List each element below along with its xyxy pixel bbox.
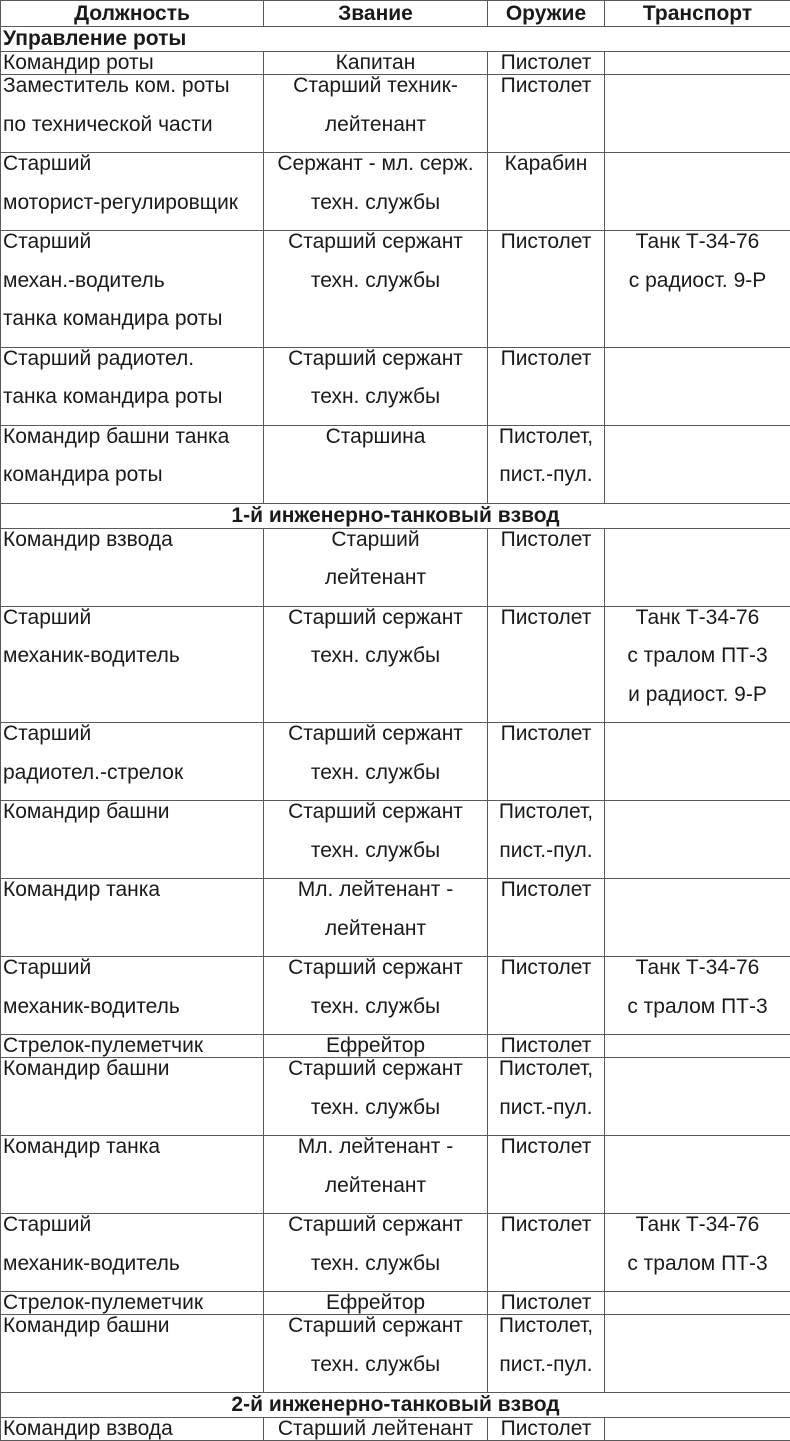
cell-line: Ефрейтор	[266, 1292, 485, 1314]
cell-line: Командир взвода	[3, 529, 261, 568]
cell-rank	[264, 75, 488, 153]
cell-line: пист.-пул.	[490, 1097, 602, 1136]
cell-line: техн. службы	[266, 386, 485, 425]
cell-rank	[264, 801, 488, 879]
section-row	[1, 27, 790, 52]
table-row	[1, 75, 790, 153]
cell-position	[1, 1418, 264, 1441]
cell-rank	[264, 153, 488, 231]
cell-rank	[264, 879, 488, 957]
cell-rank	[264, 723, 488, 801]
cell-weapon	[488, 1292, 605, 1315]
cell-position	[1, 231, 264, 348]
cell-line: Пистолет	[490, 52, 602, 74]
table-row	[1, 606, 790, 723]
cell-weapon	[488, 1418, 605, 1441]
cell-line: Старший	[266, 529, 485, 568]
cell-line: лейтенант	[266, 567, 485, 606]
cell-rank	[264, 1058, 488, 1136]
cell-line: Старший сержант	[266, 957, 485, 996]
cell-line: Командир взвода	[3, 1418, 261, 1440]
cell-line: Старший сержант	[266, 231, 485, 270]
table-row	[1, 347, 790, 425]
column-header-weapon: Оружие	[488, 1, 605, 27]
cell-transport	[605, 1418, 790, 1441]
cell-transport	[605, 1035, 790, 1058]
cell-line: с тралом ПТ-3	[607, 645, 788, 684]
cell-line: техн. службы	[266, 996, 485, 1035]
cell-position	[1, 153, 264, 231]
cell-transport	[605, 52, 790, 75]
table-row	[1, 153, 790, 231]
cell-line: Старший техник-	[266, 75, 485, 114]
cell-position	[1, 1035, 264, 1058]
cell-line: Старший радиотел.	[3, 348, 261, 387]
cell-position	[1, 606, 264, 723]
table-row	[1, 1418, 790, 1441]
cell-line: пист.-пул.	[490, 464, 602, 503]
cell-line: Ефрейтор	[266, 1035, 485, 1057]
column-header-position: Должность	[1, 1, 264, 27]
cell-line: Пистолет	[490, 348, 602, 387]
cell-weapon	[488, 1136, 605, 1214]
cell-transport	[605, 153, 790, 231]
cell-line: Стрелок-пулеметчик	[3, 1035, 261, 1057]
cell-line: и радиост. 9-Р	[607, 684, 788, 723]
cell-transport	[605, 1315, 790, 1393]
cell-line: техн. службы	[266, 1097, 485, 1136]
table-row	[1, 231, 790, 348]
cell-line: Пистолет,	[490, 1315, 602, 1354]
cell-line: механик-водитель	[3, 645, 261, 684]
cell-line: Пистолет,	[490, 801, 602, 840]
cell-line: Командир башни	[3, 1058, 261, 1097]
cell-weapon	[488, 231, 605, 348]
cell-line: лейтенант	[266, 918, 485, 957]
cell-line: техн. службы	[266, 762, 485, 801]
cell-line: Капитан	[266, 52, 485, 74]
cell-line: Старший сержант	[266, 1315, 485, 1354]
column-header-transport: Транспорт	[605, 1, 790, 27]
cell-position	[1, 1136, 264, 1214]
table-row	[1, 1136, 790, 1214]
cell-line: Командир башни	[3, 1315, 261, 1354]
cell-line: Пистолет,	[490, 426, 602, 465]
cell-line: Старший сержант	[266, 723, 485, 762]
cell-position	[1, 879, 264, 957]
cell-transport	[605, 1136, 790, 1214]
cell-weapon	[488, 1035, 605, 1058]
cell-line: пист.-пул.	[490, 840, 602, 879]
cell-line: Пистолет	[490, 1136, 602, 1175]
cell-line: Старший сержант	[266, 607, 485, 646]
cell-weapon	[488, 606, 605, 723]
cell-rank	[264, 1214, 488, 1292]
cell-line: Старший сержант	[266, 801, 485, 840]
cell-line: Танк Т-34-76	[607, 607, 788, 646]
cell-line: механ.-водитель	[3, 270, 261, 309]
cell-line: Старший	[3, 607, 261, 646]
cell-position	[1, 1292, 264, 1315]
cell-rank	[264, 528, 488, 606]
cell-line: танка командира роты	[3, 386, 261, 425]
cell-line: Стрелок-пулеметчик	[3, 1292, 261, 1314]
cell-position	[1, 528, 264, 606]
cell-weapon	[488, 153, 605, 231]
cell-line: Старший	[3, 1214, 261, 1253]
table-row	[1, 957, 790, 1035]
cell-transport	[605, 723, 790, 801]
cell-line: Пистолет,	[490, 1058, 602, 1097]
cell-line: Старший лейтенант	[266, 1418, 485, 1440]
cell-line: техн. службы	[266, 840, 485, 879]
cell-line: Сержант - мл. серж.	[266, 153, 485, 192]
cell-line: Пистолет	[490, 1214, 602, 1253]
section-row	[1, 503, 790, 528]
cell-transport	[605, 1292, 790, 1315]
cell-weapon	[488, 347, 605, 425]
cell-line: Пистолет	[490, 75, 602, 114]
table-row	[1, 528, 790, 606]
cell-weapon	[488, 1214, 605, 1292]
cell-line: радиотел.-стрелок	[3, 762, 261, 801]
cell-line: Старший сержант	[266, 1058, 485, 1097]
table-row	[1, 425, 790, 503]
cell-position	[1, 723, 264, 801]
cell-weapon	[488, 723, 605, 801]
cell-line: Пистолет	[490, 879, 602, 918]
cell-position	[1, 52, 264, 75]
cell-position	[1, 347, 264, 425]
cell-transport	[605, 425, 790, 503]
cell-rank	[264, 231, 488, 348]
cell-transport	[605, 75, 790, 153]
cell-rank	[264, 1136, 488, 1214]
cell-transport	[605, 1214, 790, 1292]
cell-weapon	[488, 1315, 605, 1393]
cell-line: Пистолет	[490, 957, 602, 996]
cell-rank	[264, 1035, 488, 1058]
cell-line: лейтенант	[266, 114, 485, 153]
cell-transport	[605, 347, 790, 425]
cell-line: Старший сержант	[266, 1214, 485, 1253]
cell-weapon	[488, 52, 605, 75]
cell-line: Танк Т-34-76	[607, 957, 788, 996]
section-row	[1, 1393, 790, 1418]
cell-line: Пистолет	[490, 1292, 602, 1314]
cell-line: Заместитель ком. роты	[3, 75, 261, 114]
cell-line: Командир роты	[3, 52, 261, 74]
cell-weapon	[488, 528, 605, 606]
section-title: 1-й инженерно-танковый взвод	[1, 503, 790, 528]
cell-line: Командир танка	[3, 879, 261, 918]
cell-line: Старший	[3, 957, 261, 996]
cell-position	[1, 1058, 264, 1136]
cell-line: Командир башни	[3, 801, 261, 840]
cell-transport	[605, 801, 790, 879]
cell-line: лейтенант	[266, 1175, 485, 1214]
cell-line: Старшина	[266, 426, 485, 465]
cell-line: Старший	[3, 723, 261, 762]
cell-line: Карабин	[490, 153, 602, 192]
cell-rank	[264, 425, 488, 503]
cell-line: техн. службы	[266, 192, 485, 231]
cell-transport	[605, 606, 790, 723]
cell-transport	[605, 231, 790, 348]
cell-line: техн. службы	[266, 1354, 485, 1393]
cell-transport	[605, 1058, 790, 1136]
cell-position	[1, 957, 264, 1035]
cell-transport	[605, 957, 790, 1035]
cell-rank	[264, 1292, 488, 1315]
cell-line: пист.-пул.	[490, 1354, 602, 1393]
cell-line: Старший	[3, 231, 261, 270]
cell-line: моторист-регулировщик	[3, 192, 261, 231]
cell-rank	[264, 347, 488, 425]
table-row	[1, 52, 790, 75]
section-title: 2-й инженерно-танковый взвод	[1, 1393, 790, 1418]
table-body	[1, 27, 790, 1441]
cell-line: механик-водитель	[3, 1253, 261, 1292]
cell-line: с тралом ПТ-3	[607, 996, 788, 1035]
cell-position	[1, 1315, 264, 1393]
cell-weapon	[488, 425, 605, 503]
cell-rank	[264, 1315, 488, 1393]
cell-transport	[605, 879, 790, 957]
cell-rank	[264, 957, 488, 1035]
cell-line: Старший	[3, 153, 261, 192]
cell-line: Пистолет	[490, 1035, 602, 1057]
column-header-rank: Звание	[264, 1, 488, 27]
cell-line: механик-водитель	[3, 996, 261, 1035]
cell-position	[1, 425, 264, 503]
cell-line: по технической части	[3, 114, 261, 153]
cell-line: с тралом ПТ-3	[607, 1253, 788, 1292]
header-row	[1, 1, 790, 27]
cell-rank	[264, 52, 488, 75]
cell-line: танка командира роты	[3, 308, 261, 347]
cell-line: Пистолет	[490, 607, 602, 646]
cell-line: Пистолет	[490, 1418, 602, 1440]
cell-line: техн. службы	[266, 1253, 485, 1292]
cell-line: Танк Т-34-76	[607, 1214, 788, 1253]
table-row	[1, 1058, 790, 1136]
cell-position	[1, 75, 264, 153]
cell-position	[1, 801, 264, 879]
cell-line: Старший сержант	[266, 348, 485, 387]
cell-line: техн. службы	[266, 645, 485, 684]
cell-transport	[605, 528, 790, 606]
table-row	[1, 723, 790, 801]
cell-line: командира роты	[3, 464, 261, 503]
table-row	[1, 879, 790, 957]
table-row	[1, 1292, 790, 1315]
cell-line: Мл. лейтенант -	[266, 879, 485, 918]
table-row	[1, 1035, 790, 1058]
cell-line: Танк Т-34-76	[607, 231, 788, 270]
cell-line: техн. службы	[266, 270, 485, 309]
table-row	[1, 1315, 790, 1393]
cell-weapon	[488, 957, 605, 1035]
section-title: Управление роты	[1, 27, 790, 52]
table-row	[1, 801, 790, 879]
cell-line: Пистолет	[490, 529, 602, 568]
cell-line: Пистолет	[490, 231, 602, 270]
cell-line: с радиост. 9-Р	[607, 270, 788, 309]
cell-weapon	[488, 879, 605, 957]
table-row	[1, 1214, 790, 1292]
cell-weapon	[488, 801, 605, 879]
cell-rank	[264, 606, 488, 723]
cell-line: Командир танка	[3, 1136, 261, 1175]
cell-weapon	[488, 75, 605, 153]
cell-weapon	[488, 1058, 605, 1136]
cell-position	[1, 1214, 264, 1292]
cell-line: Пистолет	[490, 723, 602, 762]
cell-line: Командир башни танка	[3, 426, 261, 465]
cell-line: Мл. лейтенант -	[266, 1136, 485, 1175]
cell-rank	[264, 1418, 488, 1441]
